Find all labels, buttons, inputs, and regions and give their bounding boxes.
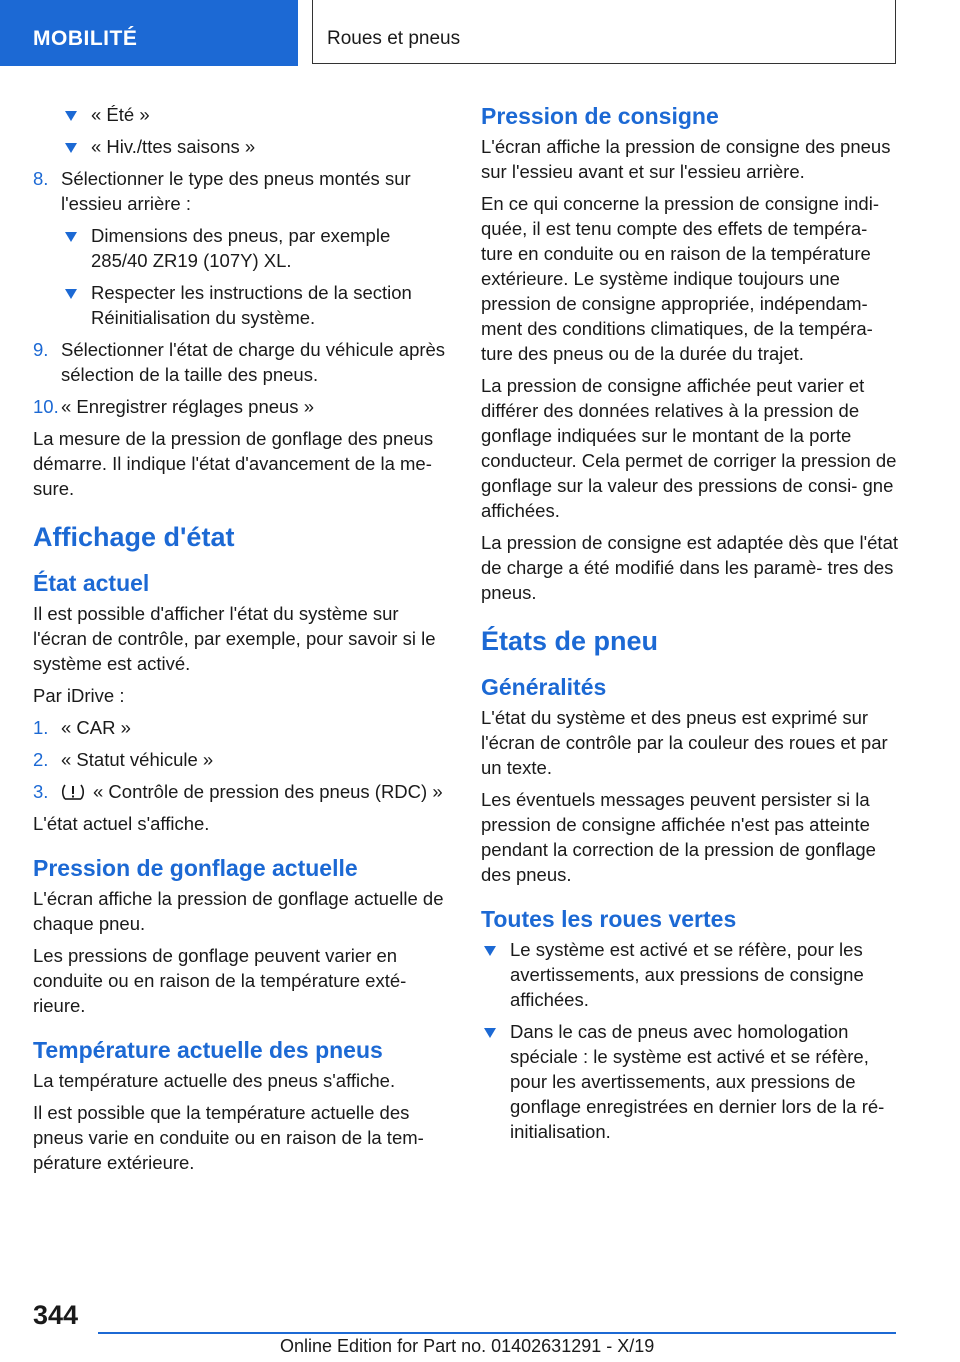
step-number: 9. (33, 339, 49, 360)
paragraph: Les éventuels messages peuvent persister si la pression de consigne affichée n'est pas atteinte pendant la correction de la pression de gonflage des pneus. (481, 789, 876, 885)
triangle-bullet-icon (484, 1028, 496, 1038)
step-8 (33, 166, 448, 216)
step-number: 10. (33, 396, 59, 417)
heading-pression-actuelle: Pression de gonflage actuelle (33, 855, 358, 881)
page-number: 344 (33, 1300, 79, 1330)
page-header (0, 0, 960, 66)
left-column (33, 102, 448, 1182)
list-item (481, 937, 901, 1012)
list-item-text: Dimensions des pneus, par exemple 285/40 ZR19 (107Y) XL. (91, 225, 391, 271)
step-number: 2. (33, 749, 49, 770)
right-column (481, 102, 901, 1151)
step-text: Sélectionner l'état de charge du véhicule après sélection de la taille des pneus. (61, 339, 446, 385)
list-item (481, 1019, 901, 1144)
paragraph: La pression de consigne est adaptée dès que l'état de charge a été modifié dans les paramè‐ tres des pneus. (481, 532, 898, 603)
tire-pressure-warning-icon (61, 783, 85, 801)
list-item (62, 223, 448, 273)
heading-temperature: Température actuelle des pneus (33, 1037, 383, 1063)
chapter-title: Roues et pneus (312, 0, 896, 64)
heading-affichage-etat: Affichage d'état (33, 522, 235, 552)
paragraph: Il est possible d'afficher l'état du système sur l'écran de contrôle, par exemple, pour savoir si le système est activé. (33, 603, 436, 674)
heading-roues-vertes: Toutes les roues vertes (481, 906, 737, 932)
step-text: « CAR » (61, 717, 131, 738)
list-item-text: Respecter les instructions de la section Réinitialisation du système. (91, 282, 412, 328)
measure-paragraph: La mesure de la pression de gonflage des pneus démarre. Il indique l'état d'avancement de la me‐ sure. (33, 428, 434, 499)
idrive-step-3 (33, 779, 448, 804)
paragraph: Par iDrive : (33, 685, 125, 706)
step-number: 3. (33, 781, 49, 802)
step-text: Sélectionner le type des pneus montés sur l'essieu arrière : (61, 168, 411, 214)
triangle-bullet-icon (484, 946, 496, 956)
list-item (62, 134, 448, 159)
list-item (62, 280, 448, 330)
step-text: « Enregistrer réglages pneus » (61, 396, 314, 417)
list-item (62, 102, 448, 127)
paragraph: Les pressions de gonflage peuvent varier en conduite ou en raison de la température exté‐ rieure. (33, 945, 407, 1016)
idrive-step-1 (33, 715, 448, 740)
footer-edition: Online Edition for Part no. 01402631291 - X/19 (280, 1336, 655, 1356)
paragraph: L'écran affiche la pression de consigne des pneus sur l'essieu avant et sur l'essieu arrière. (481, 136, 891, 182)
heading-etats-pneu: États de pneu (481, 626, 659, 656)
step-text: « Contrôle de pression des pneus (RDC) » (93, 781, 443, 802)
list-item-text: « Été » (91, 104, 150, 125)
heading-pression-consigne: Pression de consigne (481, 103, 719, 129)
footer-divider (98, 1332, 896, 1334)
paragraph: L'état actuel s'affiche. (33, 813, 210, 834)
triangle-bullet-icon (65, 111, 77, 121)
triangle-bullet-icon (65, 289, 77, 299)
idrive-step-2 (33, 747, 448, 772)
list-item-text: Le système est activé et se réfère, pour les avertissements, aux pressions de consigne affichées. (510, 939, 864, 1010)
paragraph: En ce qui concerne la pression de consigne indi‐ quée, il est tenu compte des effets de tempéra‐ ture en conduite ou en raison de la température extérieure. Le système indique toujours une pression de consigne appropriée, indépendam‐ ment des conditions climatiques, de la tempéra‐ ture des pneus ou de la durée du trajet. (481, 193, 879, 364)
step-number: 8. (33, 168, 49, 189)
section-tab: MOBILITÉ (0, 0, 298, 66)
step-text: « Statut véhicule » (61, 749, 214, 770)
list-item-text: « Hiv./ttes saisons » (91, 136, 256, 157)
paragraph: La température actuelle des pneus s'affiche. (33, 1070, 396, 1091)
triangle-bullet-icon (65, 232, 77, 242)
heading-generalites: Généralités (481, 674, 607, 700)
step-10 (33, 394, 448, 419)
paragraph: L'écran affiche la pression de gonflage actuelle de chaque pneu. (33, 888, 444, 934)
paragraph: L'état du système et des pneus est exprimé sur l'écran de contrôle par la couleur des roues et par un texte. (481, 707, 888, 778)
step-9 (33, 337, 448, 387)
paragraph: La pression de consigne affichée peut varier et différer des données relatives à la pression de gonflage indiquées sur le montant de la porte conducteur. Cela permet de corriger la pression de gonflage sur la valeur des pressions de consi‐ gne affichées. (481, 375, 897, 521)
heading-etat-actuel: État actuel (33, 570, 150, 596)
paragraph: Il est possible que la température actuelle des pneus varie en conduite ou en raison de la tem‐ pérature extérieure. (33, 1102, 424, 1173)
list-item-text: Dans le cas de pneus avec homologation spéciale : le système est activé et se réfère, pour les avertissements, aux pressions de gonflage enregistrées en dernier lors de la ré‐ initialisation. (510, 1021, 885, 1142)
triangle-bullet-icon (65, 143, 77, 153)
step-number: 1. (33, 717, 49, 738)
